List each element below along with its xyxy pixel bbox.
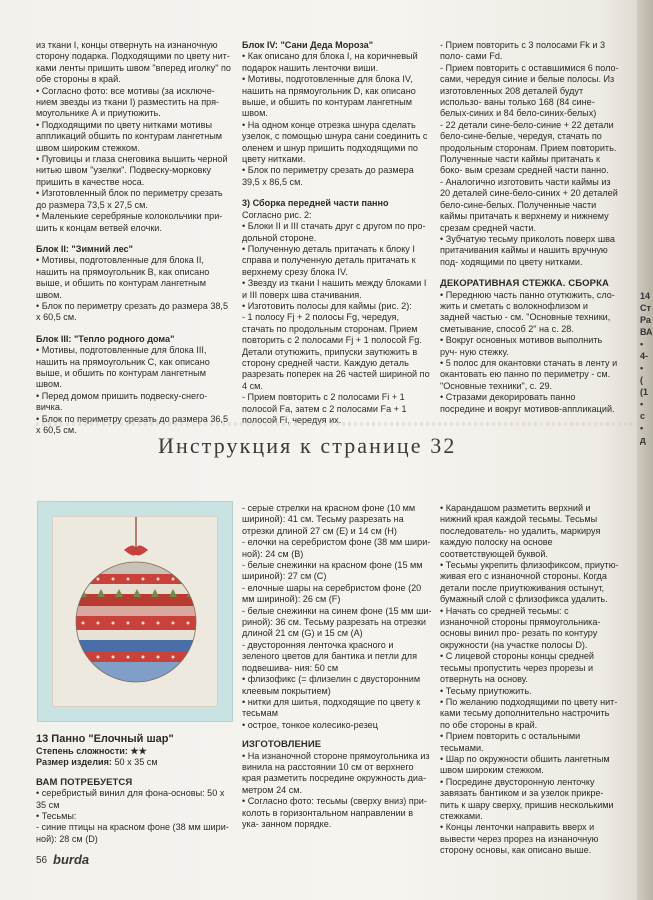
decor-title: ДЕКОРАТИВНАЯ СТЕЖКА. СБОРКА (440, 278, 609, 290)
edge-fragment: Ст (640, 303, 651, 313)
making-lines (242, 751, 432, 831)
material-item: - синие птицы на красном фоне (38 мм шири- ной): 28 см (D) (36, 822, 229, 844)
paragraph: • Вокруг основных мотивов выполнить руч- ную стежку. (440, 335, 603, 357)
material-item: • серебристый винил для фона-основы: 50 x 35 см (36, 788, 225, 810)
block-3-title: Блок III: "Тепло родного дома" (36, 333, 175, 344)
paragraph: - Прием повторить с оставшимися 6 поло- сами, чередуя синие и белые полосы. Из изготовленных 208 деталей будут использо- ваны только 168 (84 сине-белых-синих и 84 бело-синих-белых) (440, 62, 619, 119)
paragraph: • С лицевой стороны концы средней тесьмы пропустить через прорезы и отвернуть на основу. (440, 651, 594, 685)
difficulty (36, 746, 234, 757)
photo-canvas (52, 516, 218, 707)
size-value: 50 x 35 см (114, 757, 158, 768)
paragraph: • Согласно фото: все мотивы (за исключе- нием звезды из ткани I) разместить на пря- моугольнике А и приутюжить. (36, 85, 220, 119)
paragraph: • Как описано для блока I, на коричневый подарок нашить ленточки виши. (242, 51, 418, 73)
material-item: • Тесьмы: (36, 811, 77, 822)
edge-fragment: • (640, 339, 644, 349)
paragraph: • Мотивы, подготовленные для блока III, нашить на прямоугольник С, как описано выше, и обшить по контурам лангетным швом. (36, 345, 210, 390)
size-label: Размер изделия: (36, 757, 115, 768)
edge-fragment: Ра (640, 315, 651, 325)
paragraph: • Пуговицы и глаза снеговика вышить черной нитью швом "узелки". Подвеску-морковку пришить в качестве носа. (36, 154, 228, 187)
assembly-title: 3) Сборка передней части панно (242, 198, 389, 209)
ornament-band (73, 630, 203, 640)
paragraph: • Подходящими по цвету нитками мотивы аппликаций обшить по контурам лангетным швом широким стежком. (36, 119, 222, 153)
material-item: - белые снежинки на синем фоне (15 мм ши- риной): 36 см. Тесьму разрезать на отрезки длиной 21 см (G) и 15 см (A) (242, 605, 432, 639)
paragraph: • На одном конце отрезка шнура сделать узелок, с помощью шнура сани соединить с оленем и шнур пришить подходящими по цвету нитками. (242, 119, 428, 165)
product-photo (37, 501, 233, 722)
making-column (440, 503, 620, 857)
edge-fragment: 14 (640, 291, 651, 301)
block-4-lines (242, 51, 432, 188)
edge-fragment: • (640, 399, 644, 409)
paragraph: - Аналогично изготовить части каймы из 20 деталей сине-бело-синих + 20 деталей бело-сине-белых. Полученные части каймы притачать к верхнему и нижнему срезам средней части. (440, 176, 618, 233)
paragraph: • Посредине двусторонную ленточку завязать бантиком и за узелок прикре- пить к шару сверху, пришив несколькими стежками. (440, 776, 614, 821)
material-item: - елочки на серебристом фоне (38 мм шири- ной): 24 см (B) (242, 537, 431, 559)
paragraph: • 5 полос для окантовки стачать в ленту и окантовать ею панно по периметру - см. "Основные техники", с. 29. (440, 357, 618, 391)
paragraph: - Прием повторить с 3 полосами Fk и 3 поло- сами Fd. (440, 40, 606, 62)
making-lines-continued (440, 503, 620, 857)
paragraph: • Мотивы, подготовленные для блока II, нашить на прямоугольник В, как описано выше, и обшить по контурам лангетным швом. (36, 255, 210, 300)
material-item: • острое, тонкое колесико-резец (242, 719, 378, 730)
material-item: - двусторонняя ленточка красного и зеленого цветов для бантика и петли для подвешива- ния: 50 см (242, 639, 417, 673)
paragraph: • Концы ленточки направить вверх и вывести через прорез на изнаночную сторону основы, как описано выше. (440, 822, 599, 856)
paragraph: • Перед домом пришить подвеску-снего- вичка. (36, 390, 208, 413)
materials-column (242, 503, 432, 830)
paragraph: • Мотивы, подготовленные для блока IV, нашить на прямоугольник D, как описано выше, и обшить по контурам лангетным швом. (242, 74, 416, 119)
edge-fragment: ВА (640, 327, 653, 337)
paragraph: - 1 полосу Fj + 2 полосы Fg, чередуя, стачать по продольным сторонам. Прием повторить с 2 полосами Fj + 1 полосой Fg. Детали отутюжить, припуски заутюжить в сторону средней части. Каждую деталь разрезать поперек на 26 частей шириной по 4 см. (242, 312, 430, 391)
edge-fragment: д (640, 435, 646, 445)
paragraph: - Прием повторить с 2 полосами Fi + 1 полосой Fa, затем с 2 полосами Fa + 1 полосой Fi, чередуя их. (242, 392, 407, 425)
materials-list (36, 788, 234, 845)
paragraph: • Начать со средней тесьмы: с изнаночной стороны прямоугольника-основы винил про- резать по контуру окружности (на участке полосы D). (440, 605, 601, 650)
material-item: • нитки для шитья, подходящие по цвету к тесьмам (242, 696, 421, 719)
item-title: 13 Панно "Елочный шар" (36, 733, 174, 745)
paragraph: • Переднюю часть панно отутюжить, сло- жить и сметать с волокнофлизом и задней частью - см. "Основные техники, сметывание, способ 2" на с. 28. (440, 289, 615, 334)
edge-fragment: 4- (640, 351, 649, 361)
ornament-band (73, 616, 203, 630)
ornament-band (73, 606, 203, 616)
material-item: • флизофикс (= флизелин с двусторонним клеевым покрытием) (242, 674, 421, 696)
material-item: - серые стрелки на красном фоне (10 мм шириной): 41 см. Тесьму разрезать на отрезки длиной 27 см (E) и 14 см (H) (242, 503, 416, 536)
paragraph: • По желанию подходящими по цвету нит- ками тесьму дополнительно настрочить по обе стороны в край. (440, 696, 618, 730)
item-info (36, 732, 234, 845)
paragraph: • Изготовленный блок по периметру срезать до размера 73,5 x 27,5 см. (36, 188, 223, 210)
decor-lines (440, 290, 620, 415)
difficulty-stars: ★★ (130, 746, 147, 756)
block-2-title: Блок II: "Зимний лес" (36, 243, 133, 254)
making-title: ИЗГОТОВЛЕНИЕ (242, 739, 322, 751)
block-4-title: Блок IV: "Сани Деда Мороза" (242, 40, 374, 50)
paragraph: • Тесьму приутюжить. (440, 685, 532, 696)
ornament-band (73, 574, 203, 584)
ornament-band (73, 662, 203, 682)
brand-logo: burda (53, 852, 90, 867)
paragraph: Согласно рис. 2: (242, 209, 312, 220)
materials-title: ВАМ ПОТРЕБУЕТСЯ (36, 776, 133, 788)
block-2-lines (36, 255, 234, 323)
ornament-band (73, 652, 203, 662)
column-1-paragraphs (36, 40, 234, 234)
column-2 (242, 40, 432, 426)
ornament-band (73, 562, 203, 574)
section-divider (36, 422, 648, 426)
page-number: 56 (36, 855, 48, 866)
column-1 (36, 40, 234, 436)
paragraph: • Шар по окружности обшить лангетным швом широким стежком. (440, 753, 610, 776)
paragraph: • Согласно фото: тесьмы (сверху вниз) при- колоть в горизонтальном направлении в ука- занном порядке. (242, 796, 427, 829)
paragraph: • Звезду из ткани I нашить между блоками I и III поверх шва стачивания. (242, 278, 427, 300)
edge-fragment: ( (640, 375, 643, 385)
ornament-ball-illustration (53, 517, 219, 708)
paragraph: • Полученную деталь притачать к блоку I справа и полученную деталь притачать к верхнему срезу блока IV. (242, 243, 416, 277)
paragraph: • Стразами декорировать панно посредине и вокруг мотивов-аппликаций. (440, 392, 615, 414)
paragraph: • На изнаночной стороне прямоугольника из винила на расстоянии 10 см от верхнего края разметить посредине окружность диа- метром 24 см. (242, 750, 430, 795)
paragraph: • Изготовить полосы для каймы (рис. 2): (242, 300, 412, 311)
paragraph: из ткани I, концы отвернуть на изнаночную сторону подарка. Подходящими по цвету нит- ками ленты пришить швом "вперед иголку" по обе стороны в край. (36, 40, 231, 85)
paragraph: • Блоки II и III стачать друг с другом по про- дольной стороне. (242, 221, 426, 243)
column-3 (440, 40, 620, 415)
material-item: - елочные шары на серебристом фоне (20 мм шириной): 26 см (F) (242, 582, 422, 605)
edge-fragment: (1 (640, 387, 649, 397)
section-banner-title: Инструкция к странице 32 (158, 433, 457, 458)
material-item: - белые снежинки на красном фоне (15 мм шириной): 27 см (C) (242, 560, 423, 582)
edge-fragment: • (640, 423, 644, 433)
column-3-paragraphs (440, 40, 620, 268)
item-size (36, 757, 234, 768)
paragraph: • Блок по периметру срезать до размера 36,5 x 60,5 см. (36, 413, 229, 435)
ornament-band (73, 640, 203, 652)
paragraph: • Маленькие серебряные колокольчики при- шить к концам ветвей елочки. (36, 211, 223, 233)
difficulty-label: Степень сложности: (36, 746, 131, 756)
edge-fragment: с (640, 411, 646, 421)
paragraph: - 22 детали сине-бело-синие + 22 детали бело-сине-белые, чередуя, стачать по продольным сторонам. Прием повторить. Полученные части каймы притачать к боко- вым срезам средней части панно. (440, 119, 617, 176)
paragraph: • Карандашом разметить верхний и нижний края каждой тесьмы. Тесьмы последователь- но удалить, маркируя каждую полоску на основе соответствующей буквой. (440, 503, 601, 559)
paragraph: • Блок по периметру срезать до размера 39,5 x 86,5 см. (242, 165, 414, 187)
paragraph: • Блок по периметру срезать до размера 38,5 x 60,5 см. (36, 300, 229, 323)
assembly-lines (242, 210, 432, 427)
page-spine (637, 0, 653, 900)
paragraph: • Тесьмы укрепить флизофиксом, приутю- живая его с изнаночной стороны. Когда детали после приутюживания остынут, бумажный слой с флизофикса удалить. (440, 560, 619, 605)
edge-fragment: • (640, 363, 644, 373)
paragraph: • Зубчатую тесьму приколоть поверх шва притачивания каймы и нашить вручную под- ходящими по цвету нитками. (440, 233, 615, 267)
paragraph: • Прием повторить с остальными тесьмами. (440, 731, 581, 753)
materials-list-continued (242, 503, 432, 731)
